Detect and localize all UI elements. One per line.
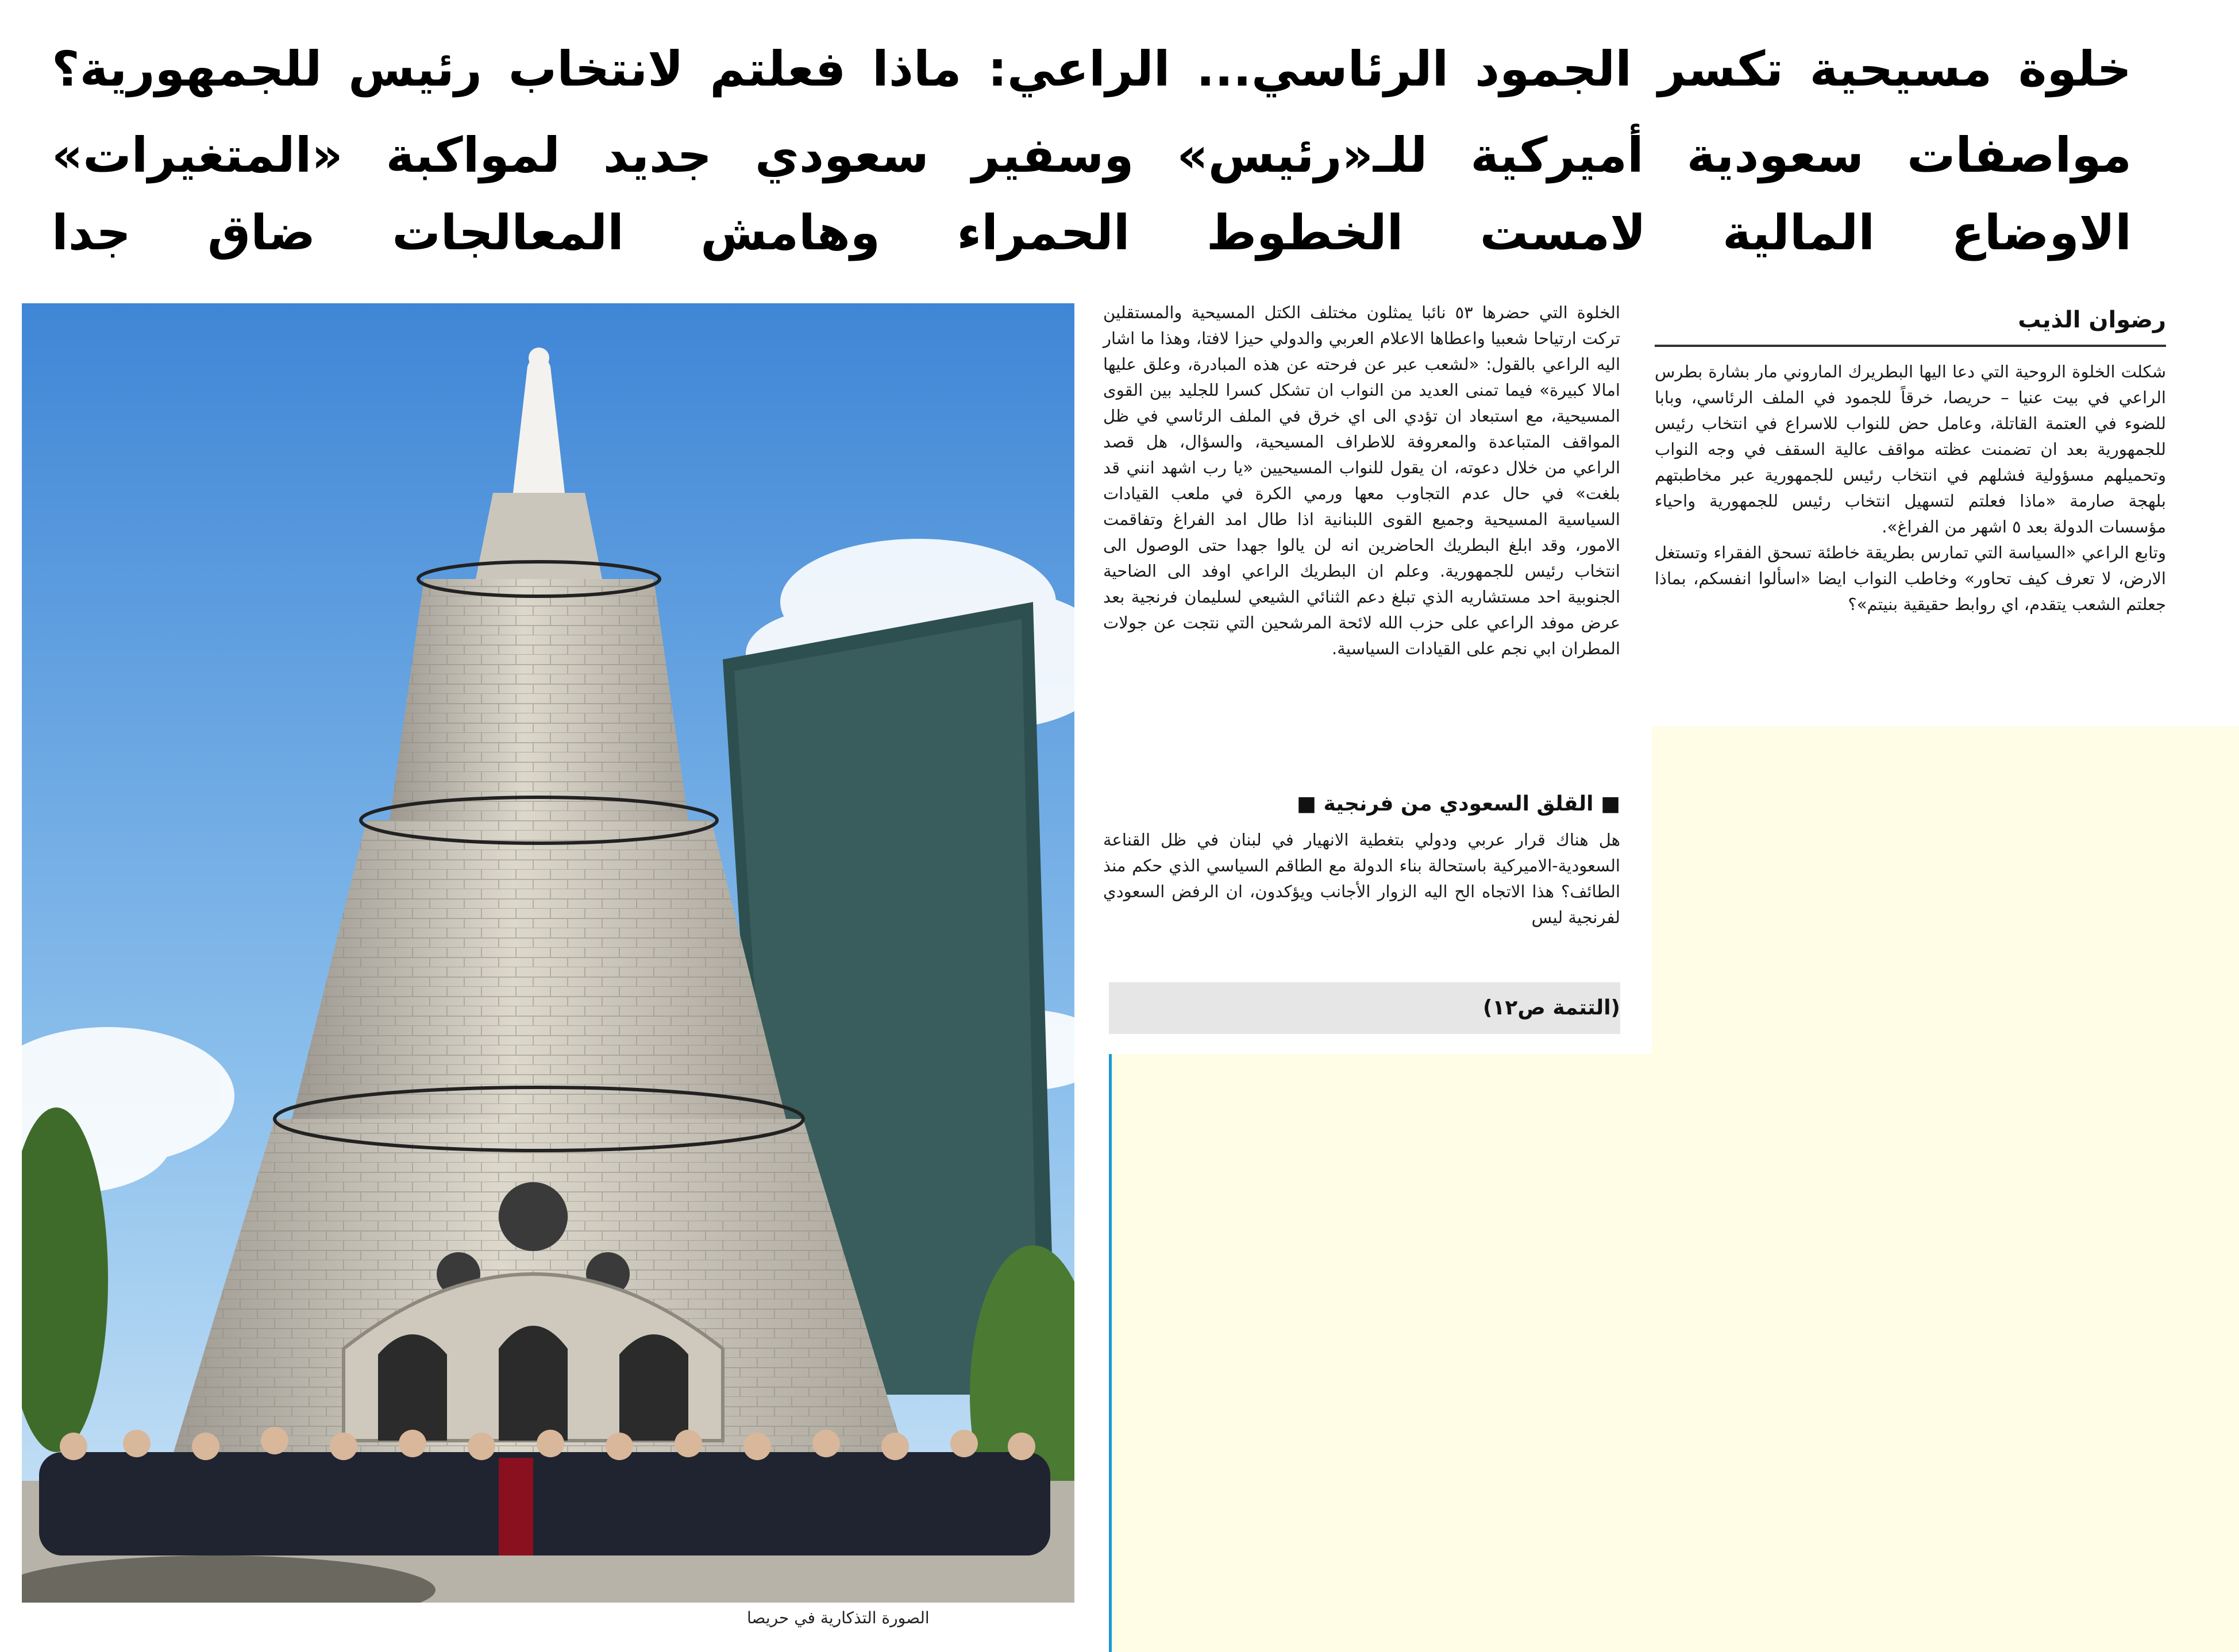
- photo-caption: الصورة التذكارية في حريصا: [747, 1608, 930, 1627]
- article-column-middle-continued: [1103, 827, 1620, 931]
- continued-on-page-box: [1109, 982, 1620, 1034]
- headline-line-1: خلوة مسيحية تكسر الجمود الرئاسي... الراعي: ماذا فعلتم لانتخاب رئيس للجمهورية؟: [52, 41, 2132, 97]
- section-subheading: ■ القلق السعودي من فرنجية ■: [1296, 792, 1620, 816]
- paragraph: الخلوة التي حضرها ٥٣ نائبا يمثلون مختلف الكتل المسيحية والمستقلين تركت ارتياحا شعبيا واعطاها الاعلام العربي والدولي حيزا لافتا، وهذا ما اشار اليه الراعي بالقول: «لشعب عبر عن فرحته عن هذه المبادرة، وعلق عليها امالا كبيرة» فيما تمنى العديد من النواب ان تشكل كسرا للجليد بين القوى المسيحية، مع استبعاد ان تؤدي الى اي خرق في الملف الرئاسي في ظل المواقف المتباعدة والمعروفة للاطراف المسيحية، والسؤال، هل قصد الراعي من خلال دعوته، ان يقول للنواب المسيحيين «يا رب اشهد انني قد بلغت» في حال عدم التجاوب معها ورمي الكرة في ملعب القيادات السياسية المسيحية وجميع القوى اللبنانية اذا طال امد الفراغ وتفاقمت الامور، وقد ابلغ البطريك الحاضرين انه لن يالوا جهدا حتى الوصول الى انتخاب رئيس للجمهورية. وعلم ان البطريك الراعي اوفد الى الضاحية الجنوبية احد مستشاريه الذي تبلغ دعم الثنائي الشيعي لسليمان فرنجية بعد عرض موفد الراعي على حزب الله لائحة المرشحين التي نتجت عن جولات المطران ابي نجم على القيادات السياسية.: [1103, 303, 1620, 658]
- article-column-middle: [1103, 300, 1620, 662]
- headline-line-2: مواصفات سعودية أميركية للـ«رئيس» وسفير سعودي جديد لمواكبة «المتغيرات»: [52, 127, 2132, 183]
- accent-divider: [1109, 1054, 1112, 1652]
- author-byline: رضوان الذيب: [1655, 300, 2166, 347]
- cream-panel-right: [1652, 727, 2239, 1060]
- continued-label: (التتمة ص١٢): [1482, 996, 1620, 1020]
- paragraph: هل هناك قرار عربي ودولي بتغطية الانهيار في لبنان في ظل القناعة السعودية-الاميركية باستحالة بناء الدولة مع الطاقم السياسي الذي حكم منذ الطائف؟ هذا الاتجاه الح اليه الزوار الأجانب ويؤكدون، ان الرفض السعودي لفرنجية ليس: [1103, 830, 1620, 927]
- group-photo: [22, 303, 1074, 1603]
- headline-line-3: الاوضاع المالية لامست الخطوط الحمراء وهامش المعالجات ضاق جدا: [52, 204, 2132, 261]
- article-column-right: [1655, 359, 2166, 617]
- cream-panel-bottom: [1112, 1054, 2239, 1652]
- paragraph: شكلت الخلوة الروحية التي دعا اليها البطريرك الماروني مار بشارة بطرس الراعي في بيت عنيا – حريصا، خرقاً للجمود في الملف الرئاسي، وبابا للضوء في العتمة القاتلة، وعامل حض للنواب للاسراع في انتخاب رئيس للجمهورية بعد ان تضمنت عظته مواقف عالية السقف في وجه النواب وتحميلهم مسؤولية فشلهم في انتخاب رئيس للجمهورية عبر مخاطبتهم بلهجة صارمة «ماذا فعلتم لتسهيل انتخاب رئيس للجمهورية واحياء مؤسسات الدولة بعد ٥ اشهر من الفراغ».: [1655, 362, 2166, 536]
- paragraph: وتابع الراعي «السياسة التي تمارس بطريقة خاطئة تسحق الفقراء وتستغل الارض، لا تعرف كيف تحاور» وخاطب النواب ايضا «اسألوا انفسكم، بماذا جعلتم الشعب يتقدم، اي روابط حقيقية بنيتم»؟: [1655, 543, 2166, 614]
